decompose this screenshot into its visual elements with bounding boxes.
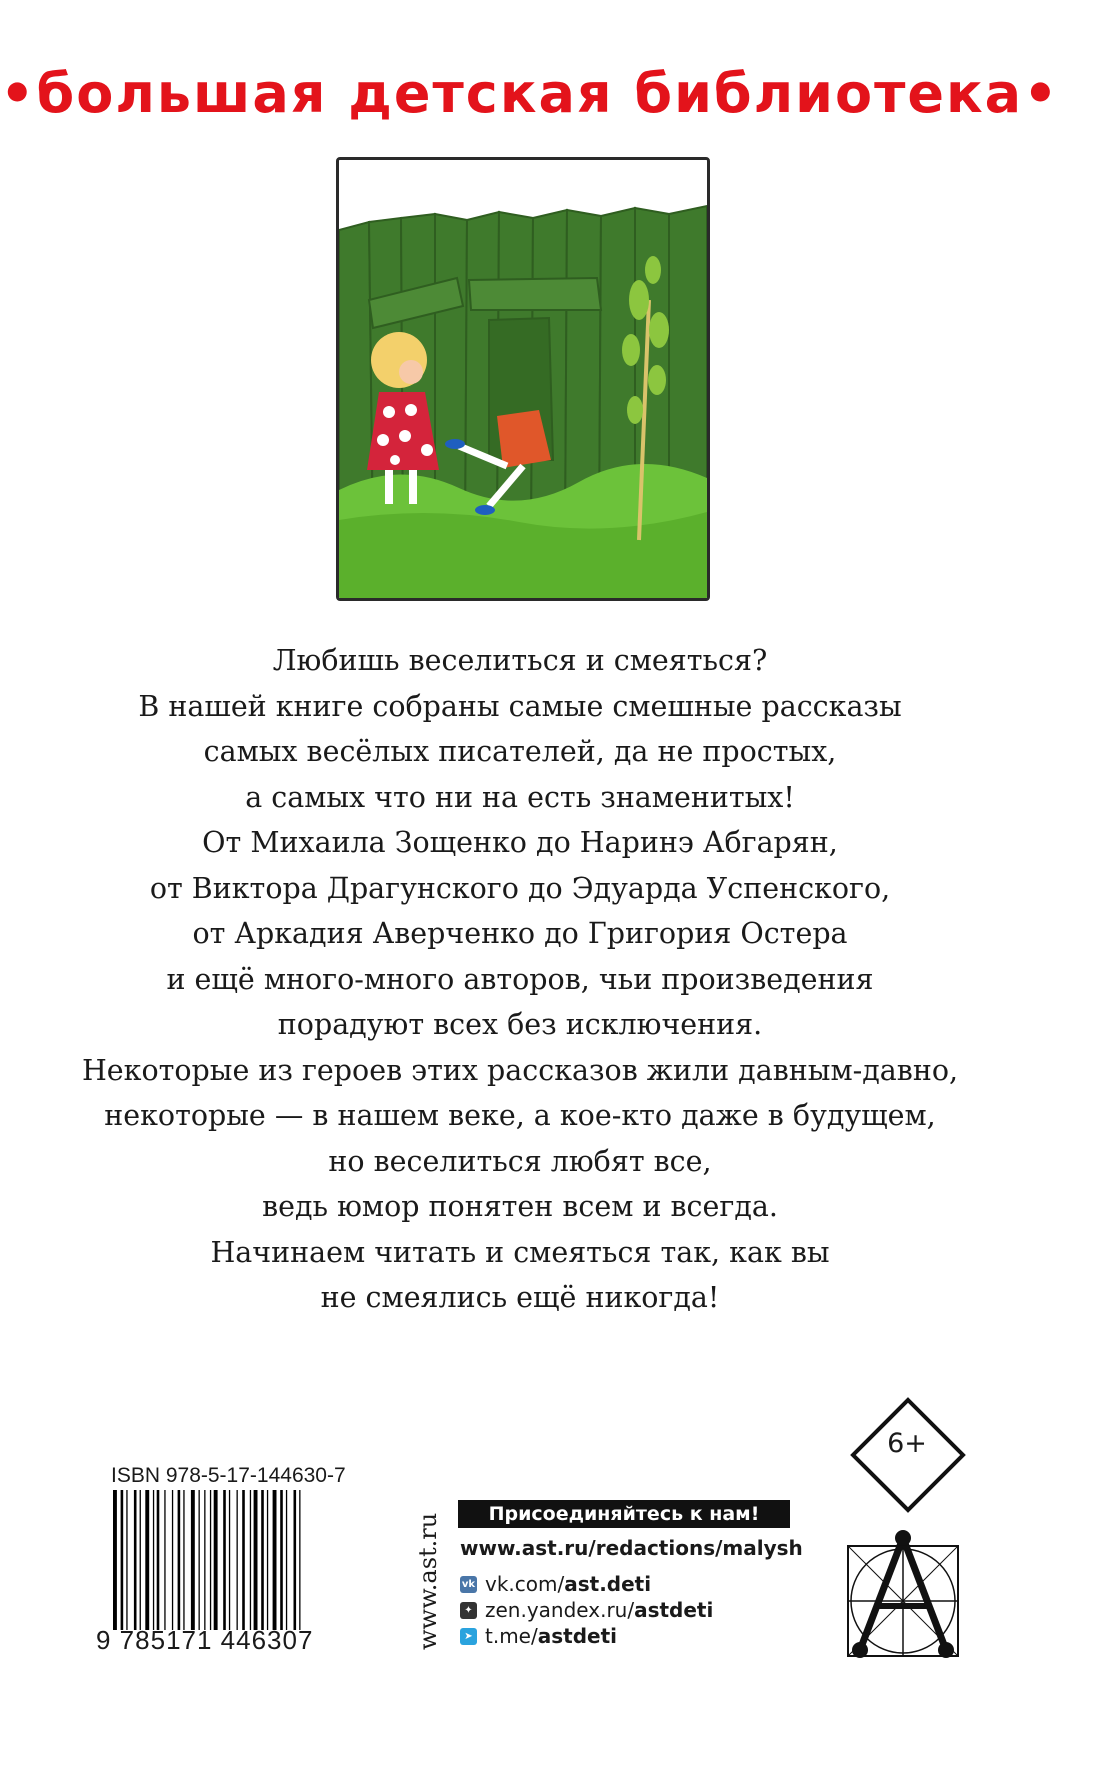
- blurb-line: от Виктора Драгунского до Эдуарда Успенского,: [149, 871, 891, 905]
- telegram-icon: ➤: [460, 1628, 477, 1645]
- isbn-label: ISBN 978-5-17-144630-7: [111, 1464, 346, 1487]
- blurb-line: а самых что ни на есть знаменитых!: [245, 780, 795, 814]
- blurb-line: самых весёлых писателей, да не простых,: [203, 735, 837, 768]
- social-link-zen[interactable]: [460, 1598, 713, 1622]
- age-rating-text: 6+: [887, 1428, 927, 1459]
- blurb-line: но веселиться любят все,: [328, 1144, 712, 1178]
- blurb-line: ведь юмор понятен всем и всегда.: [262, 1190, 778, 1223]
- social-prefix: zen.yandex.ru/: [485, 1598, 635, 1622]
- social-handle: astdeti: [537, 1624, 617, 1648]
- blurb-line: В нашей книге собраны самые смешные рассказы: [138, 689, 902, 723]
- barcode-digits: 9 785171 446307: [96, 1625, 314, 1655]
- blurb-line: некоторые — в нашем веке, а кое-кто даже в будущем,: [104, 1099, 936, 1132]
- barcode-image: [113, 1490, 353, 1630]
- blurb-line: от Аркадия Аверченко до Григория Остера: [192, 917, 848, 950]
- cover-illustration: [336, 157, 710, 601]
- blurb-line: не смеялись ещё никогда!: [320, 1281, 720, 1314]
- blurb-line: порадуют всех без исключения.: [277, 1008, 763, 1041]
- ast-logo-icon: [846, 1528, 962, 1658]
- series-title: •большая детская библиотека•: [0, 62, 1060, 125]
- social-link-vk[interactable]: [460, 1572, 651, 1596]
- vertical-site-url: www.ast.ru: [414, 1512, 442, 1650]
- blurb-text: [40, 638, 1000, 1321]
- zen-icon: ✦: [460, 1602, 477, 1619]
- blurb-line: Любишь веселиться и смеяться?: [272, 644, 768, 677]
- social-prefix: vk.com/: [485, 1572, 565, 1596]
- fence-scene-image: [339, 160, 707, 598]
- social-link-telegram[interactable]: [460, 1624, 617, 1648]
- blurb-line: Начинаем читать и смеяться так, как вы: [210, 1235, 830, 1269]
- blurb-line: и ещё много-много авторов, чьи произведения: [166, 962, 874, 996]
- blurb-line: Некоторые из героев этих рассказов жили давным-давно,: [81, 1053, 959, 1087]
- blurb-line: От Михаила Зощенко до Наринэ Абгарян,: [202, 826, 838, 859]
- vk-icon: vk: [460, 1576, 477, 1593]
- social-prefix: t.me/: [485, 1624, 538, 1648]
- social-handle: ast.deti: [564, 1572, 652, 1596]
- publisher-site-link[interactable]: www.ast.ru/redactions/malysh: [460, 1536, 803, 1560]
- join-us-banner: Присоединяйтесь к нам!: [458, 1500, 790, 1528]
- social-handle: astdeti: [634, 1598, 714, 1622]
